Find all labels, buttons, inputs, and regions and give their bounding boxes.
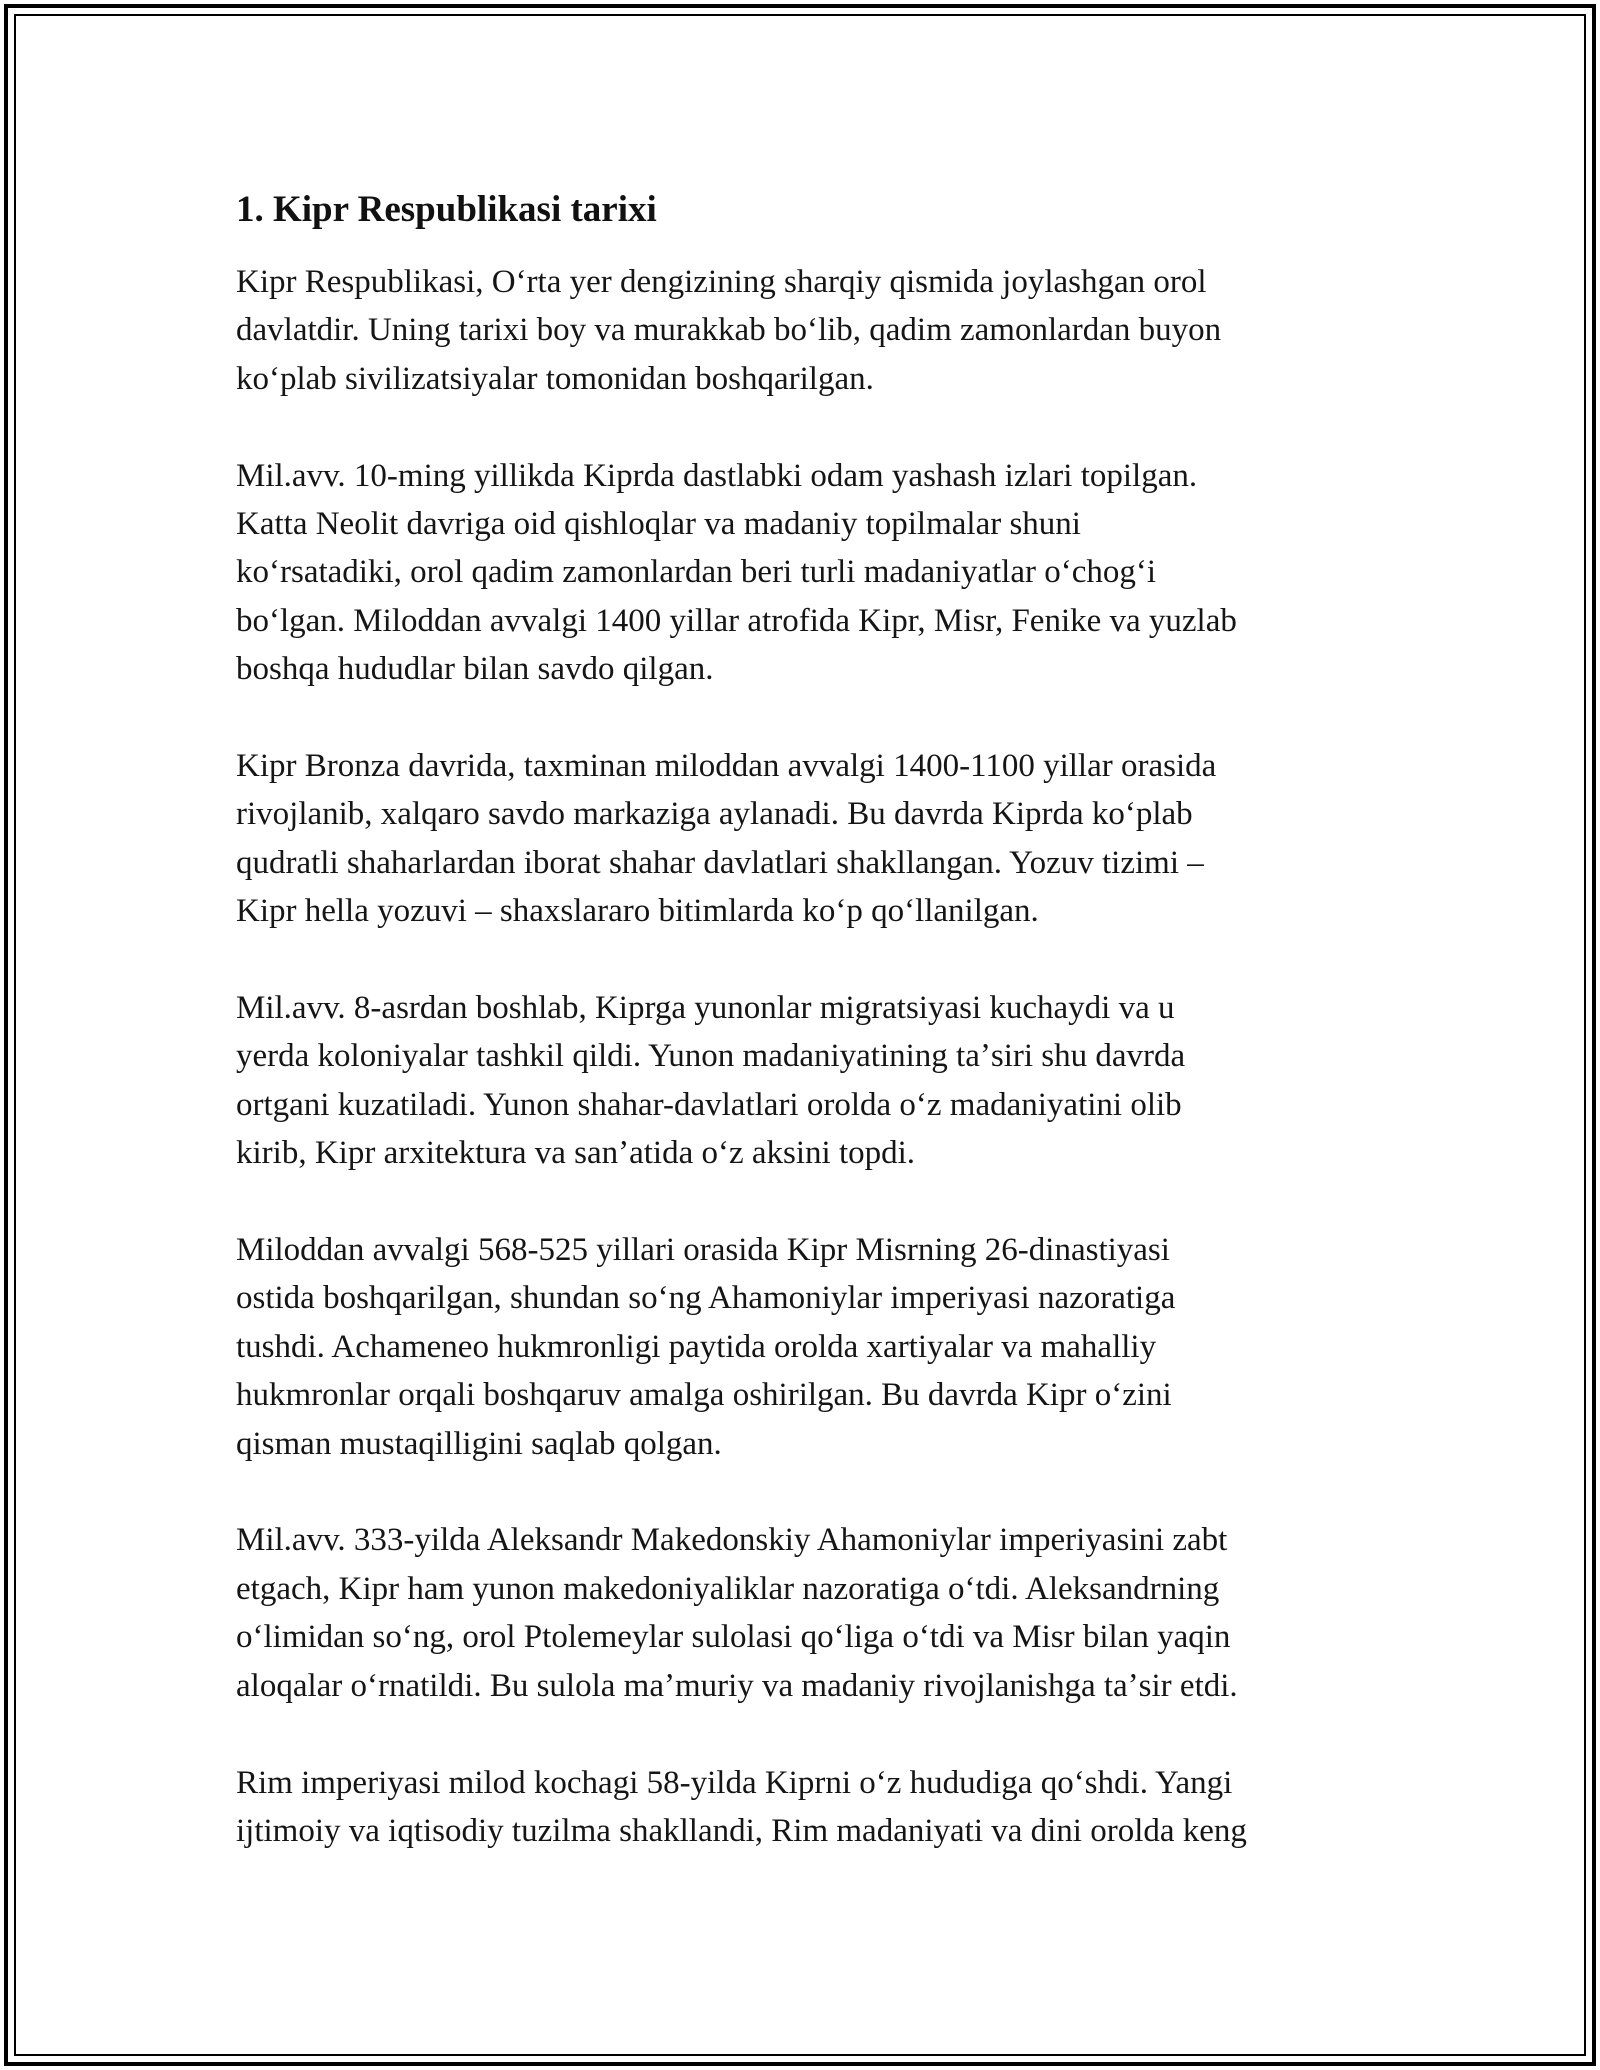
line: oʻlimidan soʻng, orol Ptolemeylar sulolasi qoʻliga oʻtdi va Misr bilan yaqin xyxy=(236,1619,1231,1656)
line: Mil.avv. 10-ming yillikda Kiprda dastlabki odam yashash izlari topilgan. xyxy=(236,457,1198,494)
line: ijtimoiy va iqtisodiy tuzilma shakllandi, Rim madaniyati va dini orolda keng xyxy=(236,1812,1247,1849)
line: Miloddan avvalgi 568-525 yillari orasida Kipr Misrning 26-dinastiyasi xyxy=(236,1232,1170,1269)
paragraph-6 xyxy=(236,1516,1366,1710)
document-body xyxy=(236,186,1366,1904)
line: koʻrsatadiki, orol qadim zamonlardan beri turli madaniyatlar oʻchogʻi xyxy=(236,554,1157,591)
line: ortgani kuzatiladi. Yunon shahar-davlatlari orolda oʻz madaniyatini olib xyxy=(236,1086,1182,1123)
line: Kipr Respublikasi, Oʻrta yer dengizining sharqiy qismida joylashgan orol xyxy=(236,264,1207,300)
paragraph-5 xyxy=(236,1226,1366,1468)
line: hukmronlar orqali boshqaruv amalga oshirilgan. Bu davrda Kipr oʻzini xyxy=(236,1377,1172,1414)
line: boshqa hududlar bilan savdo qilgan. xyxy=(236,651,714,688)
line: kirib, Kipr arxitektura va sanʼatida oʻz aksini topdi. xyxy=(236,1135,916,1172)
line: davlatdir. Uning tarixi boy va murakkab boʻlib, qadim zamonlardan buyon xyxy=(236,312,1222,349)
paragraph-7 xyxy=(236,1759,1366,1856)
line: Katta Neolit davriga oid qishloqlar va madaniy topilmalar shuni xyxy=(236,506,1081,543)
line: boʻlgan. Miloddan avvalgi 1400 yillar atrofida Kipr, Misr, Fenike va yuzlab xyxy=(236,602,1237,639)
line: Rim imperiyasi milod kochagi 58-yilda Kiprni oʻz hududiga qoʻshdi. Yangi xyxy=(236,1764,1233,1801)
paragraph-3 xyxy=(236,742,1366,936)
line: qisman mustaqilligini saqlab qolgan. xyxy=(236,1425,722,1462)
line: tushdi. Achameneo hukmronligi paytida orolda xartiyalar va mahalliy xyxy=(236,1328,1157,1365)
paragraph-2 xyxy=(236,452,1366,694)
paragraph-1 xyxy=(236,258,1366,403)
line: qudratli shaharlardan iborat shahar davlatlari shakllangan. Yozuv tizimi – xyxy=(236,844,1204,881)
line: Mil.avv. 8-asrdan boshlab, Kiprga yunonlar migratsiyasi kuchaydi va u xyxy=(236,990,1175,1027)
line: koʻplab sivilizatsiyalar tomonidan boshqarilgan. xyxy=(236,360,874,397)
line: yerda koloniyalar tashkil qildi. Yunon madaniyatining taʼsiri shu davrda xyxy=(236,1038,1186,1075)
paragraph-4 xyxy=(236,984,1366,1178)
line: rivojlanib, xalqaro savdo markaziga aylanadi. Bu davrda Kiprda koʻplab xyxy=(236,796,1193,833)
line: aloqalar oʻrnatildi. Bu sulola maʼmuriy va madaniy rivojlanishga taʼsir etdi. xyxy=(236,1667,1238,1704)
section-title: 1. Kipr Respublikasi tarixi xyxy=(236,189,657,230)
line: etgach, Kipr ham yunon makedoniyaliklar nazoratiga oʻtdi. Aleksandrning xyxy=(236,1570,1220,1607)
line: ostida boshqarilgan, shundan soʻng Ahamoniylar imperiyasi nazoratiga xyxy=(236,1280,1176,1317)
line: Kipr hella yozuvi – shaxslararo bitimlarda koʻp qoʻllanilgan. xyxy=(236,893,1039,930)
line: Kipr Bronza davrida, taxminan miloddan avvalgi 1400-1100 yillar orasida xyxy=(236,748,1217,785)
line: Mil.avv. 333-yilda Aleksandr Makedonskiy Ahamoniylar imperiyasini zabt xyxy=(236,1522,1228,1559)
